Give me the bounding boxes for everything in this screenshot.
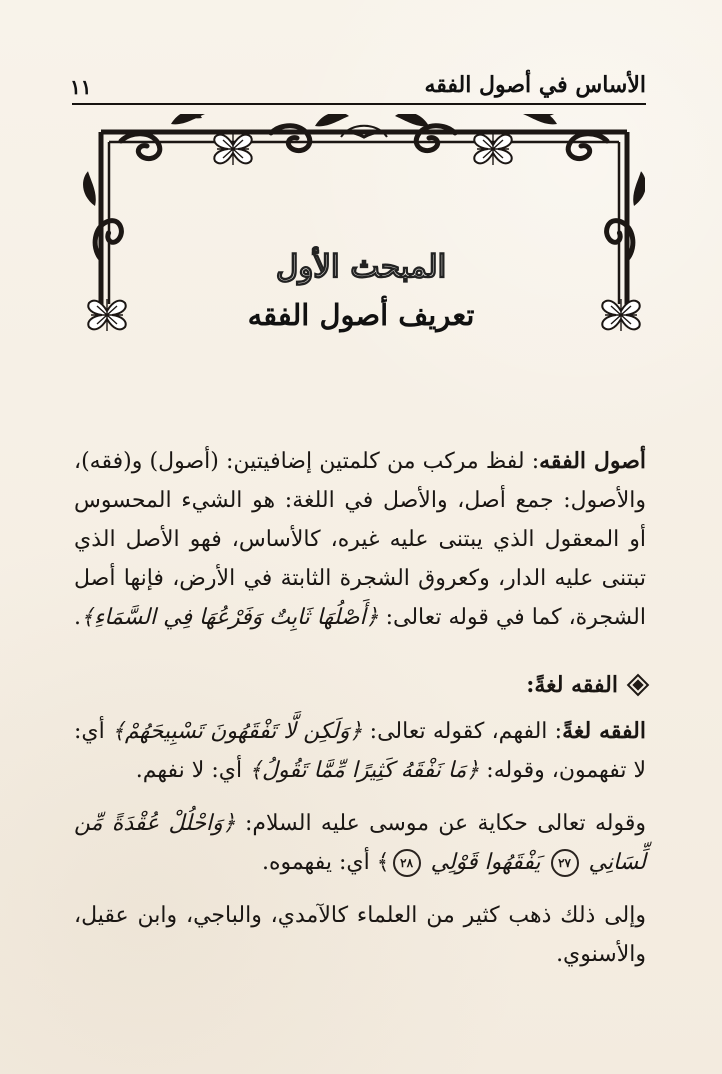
section-heading-text: الفقه لغةً: [526, 672, 618, 698]
linguistic-text-3: أي: لا نفهم. [135, 758, 250, 784]
main-text [74, 442, 646, 974]
chapter-heading [0, 249, 722, 332]
scholars-text: وإلى ذلك ذهب كثير من العلماء كالآمدي، والباجي، وابن عقيل، والأسنوي. [74, 903, 646, 968]
definition-text: : لفظ مركب من كلمتين إضافيتين: (أصول) و(فقه)، والأصول: جمع أصل، والأصل في اللغة: هو الشيء المحسوس أو المعقول الذي يبتنى عليه غيره، كالأساس، فهو الأصل الذي تبتنى عليه الدار، وكعروق الشجرة الثابتة في الأرض، فإنها أصل الشجرة، كما في قوله تعالى: [74, 449, 646, 630]
running-title: الأساس في أصول الفقه [424, 72, 646, 98]
linguistic-meaning-paragraph [74, 712, 646, 790]
quran-verse-2: ﴿مَا نَفْقَهُ كَثِيرًا مِّمَّا تَقُولُ﴾ [249, 758, 480, 784]
linguistic-term: الفقه لغةً [562, 718, 646, 745]
moses-paragraph [74, 804, 646, 882]
header-rule [72, 103, 646, 105]
moses-tail: ﴾ أي: يفهموه. [261, 850, 390, 876]
quran-verse-3: ﴿وَاحْلُلْ عُقْدَةً مِّن لِّسَانِي [74, 811, 646, 876]
scholars-paragraph [74, 896, 646, 974]
linguistic-text-1: : الفهم، كقوله تعالى: [362, 719, 563, 745]
chapter-kicker: المبحث الأول [275, 249, 447, 285]
page-number: ١١ [70, 75, 92, 99]
sentence-end: . [74, 605, 82, 630]
quran-verse: ﴿أَصْلُهَا ثَابِتٌ وَفَرْعُهَا فِي السَّمَاءِ﴾ [81, 605, 379, 630]
chapter-title: تعريف أصول الفقه [247, 298, 475, 332]
linguistic-text-2: أي: لا تفهمون، وقوله: [74, 719, 646, 784]
definition-paragraph [74, 442, 646, 637]
ayah-marker: ٢٧ [551, 849, 579, 877]
quran-verse-4: يَفْقَهُوا قَوْلِي [430, 850, 541, 876]
moses-text: وقوله تعالى حكاية عن موسى عليه السلام: [235, 811, 646, 837]
diamond-bullet-icon [630, 677, 646, 693]
definition-term: أصول الفقه [539, 448, 646, 474]
section-heading [74, 672, 646, 698]
ayah-marker: ٢٨ [393, 849, 421, 877]
quran-verse-1: ﴿وَلَكِن لَّا تَفْقَهُونَ تَسْبِيحَهُمْ﴾ [112, 719, 363, 745]
